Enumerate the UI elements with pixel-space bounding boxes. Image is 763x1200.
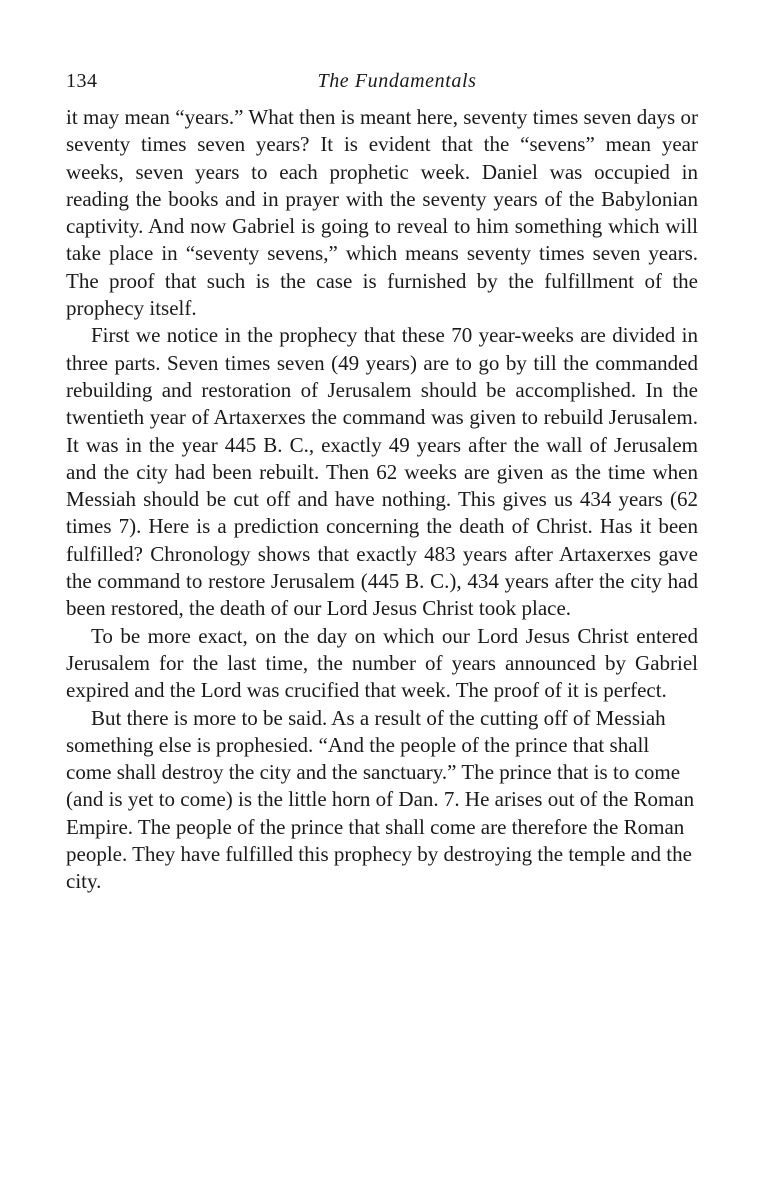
body-text — [66, 104, 698, 896]
paragraph-year-weeks: First we notice in the prophecy that these 70 year-weeks are divided in three parts. Seven times seven (49 years) are to go by till the commanded rebuilding and restoration of Jerusalem should be accomplished. In the twentieth year of Artaxerxes the command was given to rebuild Jerusalem. It was in the year 445 B. C., exactly 49 years after the wall of Jerusalem and the city had been rebuilt. Then 62 weeks are given as the time when Messiah should be cut off and have nothing. This gives us 434 years (62 times 7). Here is a prediction concerning the death of Christ. Has it been fulfilled? Chronology shows that exactly 483 years after Artaxerxes gave the command to restore Jerusalem (445 B. C.), 434 years after the city had been restored, the death of our Lord Jesus Christ took place. — [66, 323, 698, 621]
page-number: 134 — [66, 70, 98, 92]
running-title: The Fundamentals — [317, 70, 477, 92]
page-header — [66, 70, 698, 104]
paragraph-continued: it may mean “years.” What then is meant here, seventy times seven days or seventy times seven years? It is evident that the “sevens” mean year weeks, seven years to each prophetic week. Daniel was occupied in reading the books and in prayer with the seventy years of the Babylonian captivity. And now Gabriel is going to reveal to him something which will take place in “seventy sevens,” which means seventy times seven years. The proof that such is the case is furnished by the fulfillment of the prophecy itself. — [66, 105, 698, 321]
paragraph-roman-prince: But there is more to be said. As a result of the cutting off of Messiah something else is prophesied. “And the people of the prince that shall come shall destroy the city and the sanctuary.” The prince that is to come (and is yet to come) is the little horn of Dan. 7. He arises out of the Roman Empire. The people of the prince that shall come are therefore the Roman people. They have fulfilled this prophecy by destroying the temple and the city. — [66, 705, 695, 894]
book-page — [66, 70, 698, 896]
paragraph-more-exact: To be more exact, on the day on which our Lord Jesus Christ entered Jerusalem for the last time, the number of years announced by Gabriel expired and the Lord was crucified that week. The proof of it is perfect. — [66, 623, 698, 703]
